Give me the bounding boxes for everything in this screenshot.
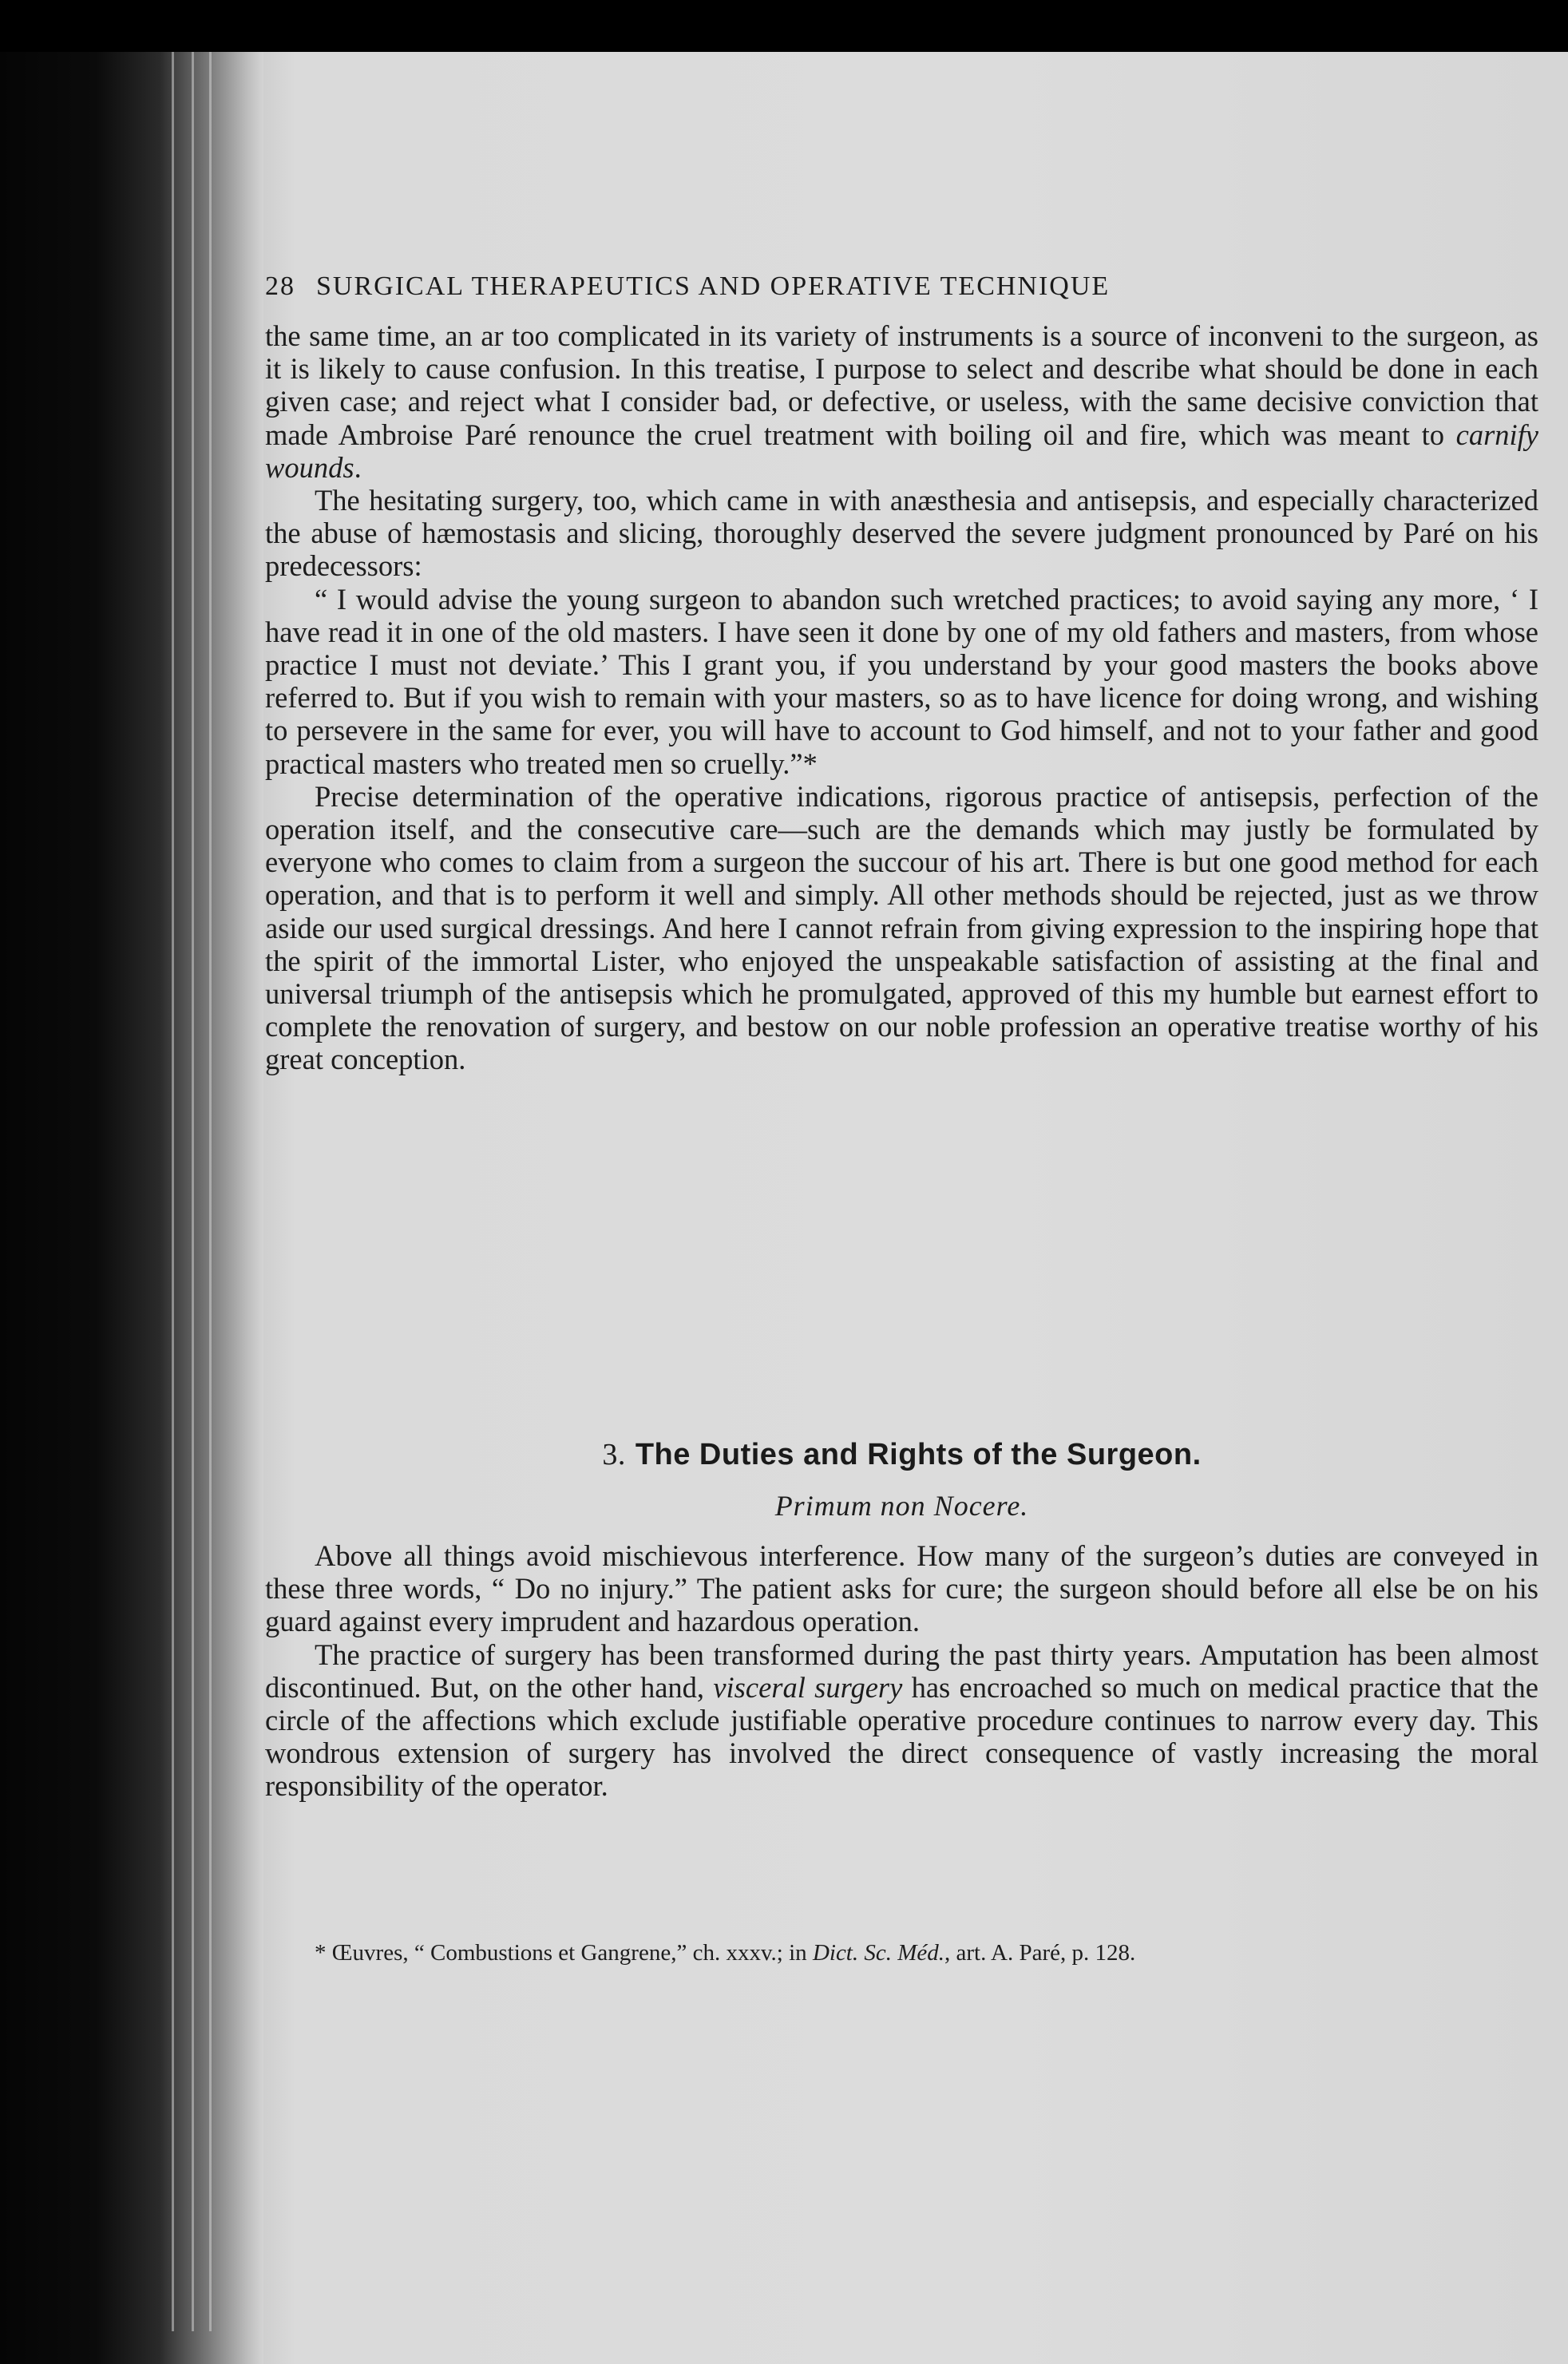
- page-number: 28: [265, 271, 295, 301]
- paragraph: Precise determination of the operative indications, rigorous practice of antisepsis, perfection of the operation itself, and the consecutive care—such are the demands which may justly be formulated by everyone who comes to claim from a surgeon the succour of his art. There is but one good method for each operation, and that is to perform it well and simply. All other methods should be rejected, just as we throw aside our used surgical dressings. And here I cannot refrain from giving expression to the inspiring hope that the spirit of the immortal Lister, who enjoyed the unspeakable satisfaction of assisting at the final and universal triumph of the antisepsis which he promulgated, approved of this my humble but earnest effort to complete the renovation of surgery, and bestow on our noble profession an operative treatise worthy of his great conception.: [265, 779, 1538, 1076]
- gutter-edge-line: [192, 48, 194, 2331]
- paragraph-text: The practice of surgery has been transformed during the past thirty years. Amputation has been almost discontinued. But, on the other hand,: [265, 1637, 1538, 1704]
- section-heading: [265, 1437, 1538, 1472]
- paragraph: The hesitating surgery, too, which came in with anæsthesia and antisepsis, and especially characterized the abuse of hæmostasis and slicing, thoroughly deserved the severe judgment pronounced by Paré on his predecessors:: [265, 484, 1538, 583]
- paragraph: [265, 319, 1538, 484]
- paragraph-text: has encroached so much on medical practice that the circle of the affections which exclude justifiable operative procedure continues to narrow every day. This wondrous extension of surgery has involved the direct consequence of vastly increasing the moral responsibility of the operator.: [265, 1670, 1539, 1803]
- gutter-edge-line: [209, 48, 212, 2331]
- footnote: [265, 1940, 1538, 1966]
- emphasis: carnify wounds: [265, 418, 1539, 484]
- section-title: The Duties and Rights of the Surgeon.: [635, 1438, 1202, 1471]
- section-number: 3.: [602, 1438, 626, 1471]
- footnote-part: * Œuvres, “ Combustions et Gangrene,” ch. xxxv.; in: [315, 1940, 807, 1966]
- emphasis: visceral surgery: [713, 1670, 903, 1704]
- footnote-part: , art. A. Paré, p. 128.: [944, 1940, 1136, 1966]
- running-title: SURGICAL THERAPEUTICS AND OPERATIVE TECHNIQUE: [316, 271, 1111, 301]
- emphasis: Dict. Sc. Méd.: [812, 1940, 945, 1966]
- scan-top-margin: [0, 0, 1568, 52]
- footnote-text: [265, 1940, 1538, 1966]
- quotation: “ I would advise the young surgeon to abandon such wretched practices; to avoid saying any more, ‘ I have read it in one of the old masters. I have seen it done by one of my old fathers and masters, from whose practice I must not deviate.’ This I grant you, if you understand by your good masters the books above referred to. But if you wish to remain with your masters, so as to have licence for doing wrong, and wishing to persevere in the same for ever, you will have to account to God himself, and not to your father and good practical masters who treated men so cruelly.”*: [265, 582, 1538, 780]
- paragraph-text: the same time, an ar too complicated in its variety of instruments is a source of inconveni to the surgeon, as it is likely to cause confusion. In this treatise, I purpose to select and describe what should be done in each given case; and reject what I consider bad, or defective, or useless, with the same decisive conviction that made Ambroise Paré renounce the cruel treatment with boiling oil and fire, which was meant to: [265, 319, 1538, 451]
- running-head: [265, 271, 1542, 302]
- paragraph: [265, 1638, 1538, 1803]
- paragraph: Above all things avoid mischievous interference. How many of the surgeon’s duties are conveyed in these three words, “ Do no injury.” The patient asks for cure; the surgeon should before all else be on his guard against every imprudent and hazardous operation.: [265, 1539, 1538, 1638]
- book-gutter: [0, 0, 263, 2364]
- body-text-top: [265, 319, 1538, 1076]
- body-text-bottom: [265, 1539, 1538, 1803]
- section-motto: Primum non Nocere.: [774, 1490, 1029, 1522]
- paragraph-text: .: [354, 450, 362, 484]
- gutter-edge-line: [172, 48, 174, 2331]
